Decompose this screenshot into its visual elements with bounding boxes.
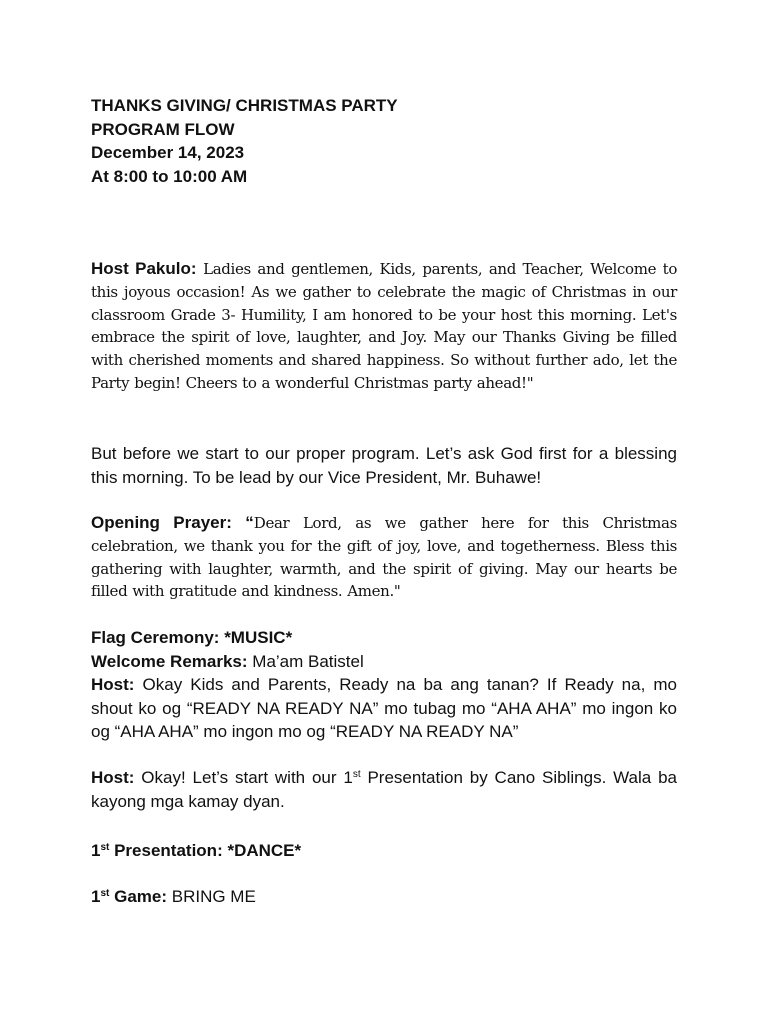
game-1-value: BRING ME bbox=[171, 887, 256, 906]
host-pakulo-label: Host Pakulo: bbox=[91, 259, 197, 278]
document-subtitle: PROGRAM FLOW bbox=[91, 119, 235, 139]
flag-ceremony-item: Flag Ceremony: *MUSIC* bbox=[91, 628, 293, 647]
welcome-remarks-value: Ma’am Batistel bbox=[252, 651, 364, 671]
program-header bbox=[91, 94, 398, 188]
host-start-paragraph bbox=[91, 766, 677, 813]
host-label: Host: bbox=[91, 675, 135, 694]
presentation-1-number: 1 bbox=[91, 841, 101, 860]
host-ready-text: Okay Kids and Parents, Ready na ba ang tanan? If Ready na, mo shout ko og “READY NA READY NA” mo tubag mo “AHA AHA” mo ingon ko og “AHA AHA” mo ingon mo og “READY NA READY NA” bbox=[91, 675, 677, 741]
host-welcome-paragraph bbox=[91, 258, 677, 395]
presentation-1-item bbox=[91, 839, 677, 863]
welcome-remarks-item bbox=[91, 650, 677, 674]
presentation-1-label: Presentation: *DANCE* bbox=[109, 841, 302, 860]
blessing-text: But before we start to our proper program. Let’s ask God first for a blessing this morning. To be lead by our Vice President, Mr. Buhawe! bbox=[91, 444, 677, 487]
host-start-text-b: Presentation by Cano Siblings. Wala ba kayong mga kamay dyan. bbox=[91, 768, 677, 811]
ordinal-suffix: st bbox=[100, 888, 110, 899]
host-welcome-text: Ladies and gentlemen, Kids, parents, and Teacher, Welcome to this joyous occasion! As we gather to celebrate the magic of Christmas in our classroom Grade 3- Humility, I am honored to be your host this morning. Let's embrace the spirit of love, laughter, and Joy. May our Thanks Giving be filled with cherished moments and shared happiness. So without further ado, let the Party begin! Cheers to a wonderful Christmas party ahead!" bbox=[91, 260, 677, 392]
opening-prayer-label: Opening Prayer: “ bbox=[91, 513, 254, 532]
program-items bbox=[91, 626, 677, 744]
document-title: THANKS GIVING/ CHRISTMAS PARTY bbox=[91, 96, 398, 115]
game-1-label: Game: bbox=[109, 887, 168, 906]
ordinal-suffix: st bbox=[352, 769, 361, 780]
game-1-item bbox=[91, 885, 677, 909]
host-ready-paragraph bbox=[91, 673, 677, 744]
host-start-text-a: Okay! Let’s start with our 1 bbox=[141, 768, 353, 787]
ordinal-suffix: st bbox=[100, 842, 110, 853]
game-1-number: 1 bbox=[91, 887, 101, 906]
opening-prayer-text: Dear Lord, as we gather here for this Christmas celebration, we thank you for the gift of joy, love, and togetherness. Bless this gathering with laughter, warmth, and the spirit of giving. May our hearts be filled with gratitude and kindness. Amen." bbox=[91, 514, 677, 601]
opening-prayer-paragraph bbox=[91, 512, 677, 603]
host-label: Host: bbox=[91, 768, 135, 787]
blessing-paragraph bbox=[91, 442, 677, 489]
event-date: December 14, 2023 bbox=[91, 143, 245, 162]
event-time: At 8:00 to 10:00 AM bbox=[91, 166, 248, 186]
welcome-remarks-label: Welcome Remarks: bbox=[91, 651, 248, 671]
